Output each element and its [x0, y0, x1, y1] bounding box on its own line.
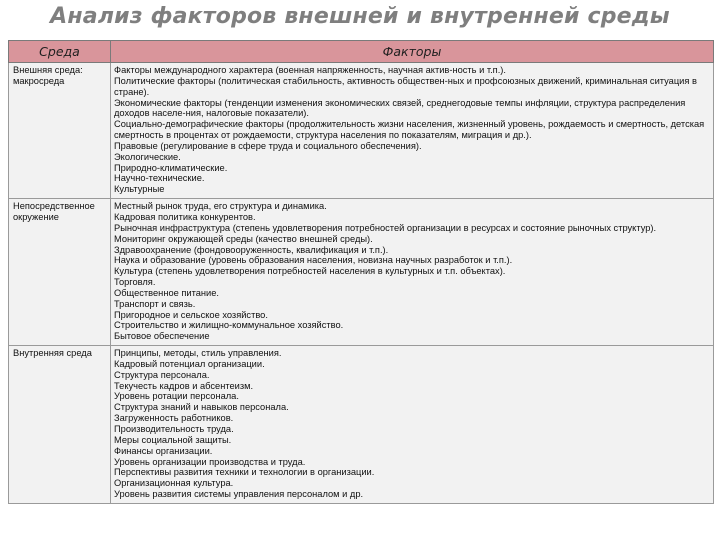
factor-item: Пригородное и сельское хозяйство.: [114, 309, 268, 320]
factor-item: Кадровый потенциал организации.: [114, 358, 265, 369]
factor-item: Структура знаний и навыков персонала.: [114, 402, 289, 413]
page-title: Анализ факторов внешней и внутренней среды: [50, 4, 670, 29]
factor-item: Уровень организации производства и труда.: [114, 456, 306, 467]
factor-item: Экономические факторы (тенденции изменения экономических связей, среднегодовые темпы инфляции, структура распределения доходов населе-ния, налоговые показатели).: [114, 97, 686, 119]
environment-label: Внутренняя среда: [13, 348, 92, 359]
factor-item: Перспективы развития техники и технологии в организации.: [114, 467, 375, 478]
factor-item: Местный рынок труда, его структура и динамика.: [114, 201, 327, 212]
factor-item: Текучесть кадров и абсентеизм.: [114, 380, 254, 391]
factor-item: Политические факторы (политическая стабильность, активность обществен-ных и профсоюзных движений, криминальная ситуация в стране).: [114, 75, 697, 97]
factor-item: Культура (степень удовлетворения потребностей населения в культурных и т.п. объектах).: [114, 266, 506, 277]
factors-cell: [111, 199, 714, 346]
factor-item: Структура персонала.: [114, 369, 210, 380]
factor-item: Производительность труда.: [114, 424, 234, 434]
factor-item: Принципы, методы, стиль управления.: [114, 348, 282, 359]
factor-item: Уровень ротации персонала.: [114, 391, 239, 402]
factor-item: Правовые (регулирование в сфере труда и социального обеспечения).: [114, 140, 422, 151]
factor-item: Научно-технические.: [114, 173, 205, 184]
factor-item: Меры социальной защиты.: [114, 434, 232, 445]
factor-item: Факторы международного характера (военная напряженность, научная актив-ность и т.п.).: [114, 65, 506, 75]
factors-table: [8, 40, 714, 504]
environment-label: Внешняя среда:: [13, 65, 83, 75]
factor-item: Природно-климатические.: [114, 162, 228, 173]
factor-item: Уровень развития системы управления персоналом и др.: [114, 489, 364, 500]
environment-cell: [9, 346, 111, 504]
factors-cell: [111, 346, 714, 504]
factor-item: Мониторинг окружающей среды (качество внешней среды).: [114, 233, 373, 244]
environment-cell: [9, 63, 111, 199]
factor-item: Организационная культура.: [114, 478, 234, 489]
factor-item: Бытовое обеспечение: [114, 331, 210, 342]
factor-item: Культурные: [114, 184, 165, 195]
environment-cell: [9, 199, 111, 346]
factor-item: Социально-демографические факторы (продолжительность жизни населения, жизненный уровень, рождаемость и смертность, детская смертность в процентах от рождаемости, структура населения по показателям, миграция и др.).: [114, 119, 705, 141]
environment-label: окружение: [13, 211, 59, 222]
factor-item: Строительство и жилищно-коммунальное хозяйство.: [114, 320, 344, 331]
factor-item: Здравоохранение (фондовооруженность, квалификация и т.п.).: [114, 244, 389, 255]
environment-label: макросреда: [13, 75, 65, 86]
table-header-row: [9, 41, 714, 63]
table-row: [9, 63, 714, 199]
factor-item: Кадровая политика конкурентов.: [114, 211, 256, 222]
factor-item: Финансы организации.: [114, 445, 213, 456]
factor-item: Торговля.: [114, 277, 156, 288]
factor-item: Транспорт и связь.: [114, 298, 196, 309]
factor-item: Загруженность работников.: [114, 413, 234, 424]
factor-item: Наука и образование (уровень образования населения, новизна научных разработок и т.п.).: [114, 255, 513, 266]
header-factors: Факторы: [111, 41, 714, 63]
factors-cell: [111, 63, 714, 199]
header-environment: Среда: [9, 41, 111, 63]
table-row: [9, 346, 714, 504]
factor-item: Рыночная инфраструктура (степень удовлетворения потребностей организации в ресурсах и состояние рыночных структур).: [114, 222, 657, 233]
table-row: [9, 199, 714, 346]
factor-item: Общественное питание.: [114, 287, 220, 298]
environment-label: Непосредственное: [13, 201, 95, 212]
factor-item: Экологические.: [114, 151, 181, 162]
